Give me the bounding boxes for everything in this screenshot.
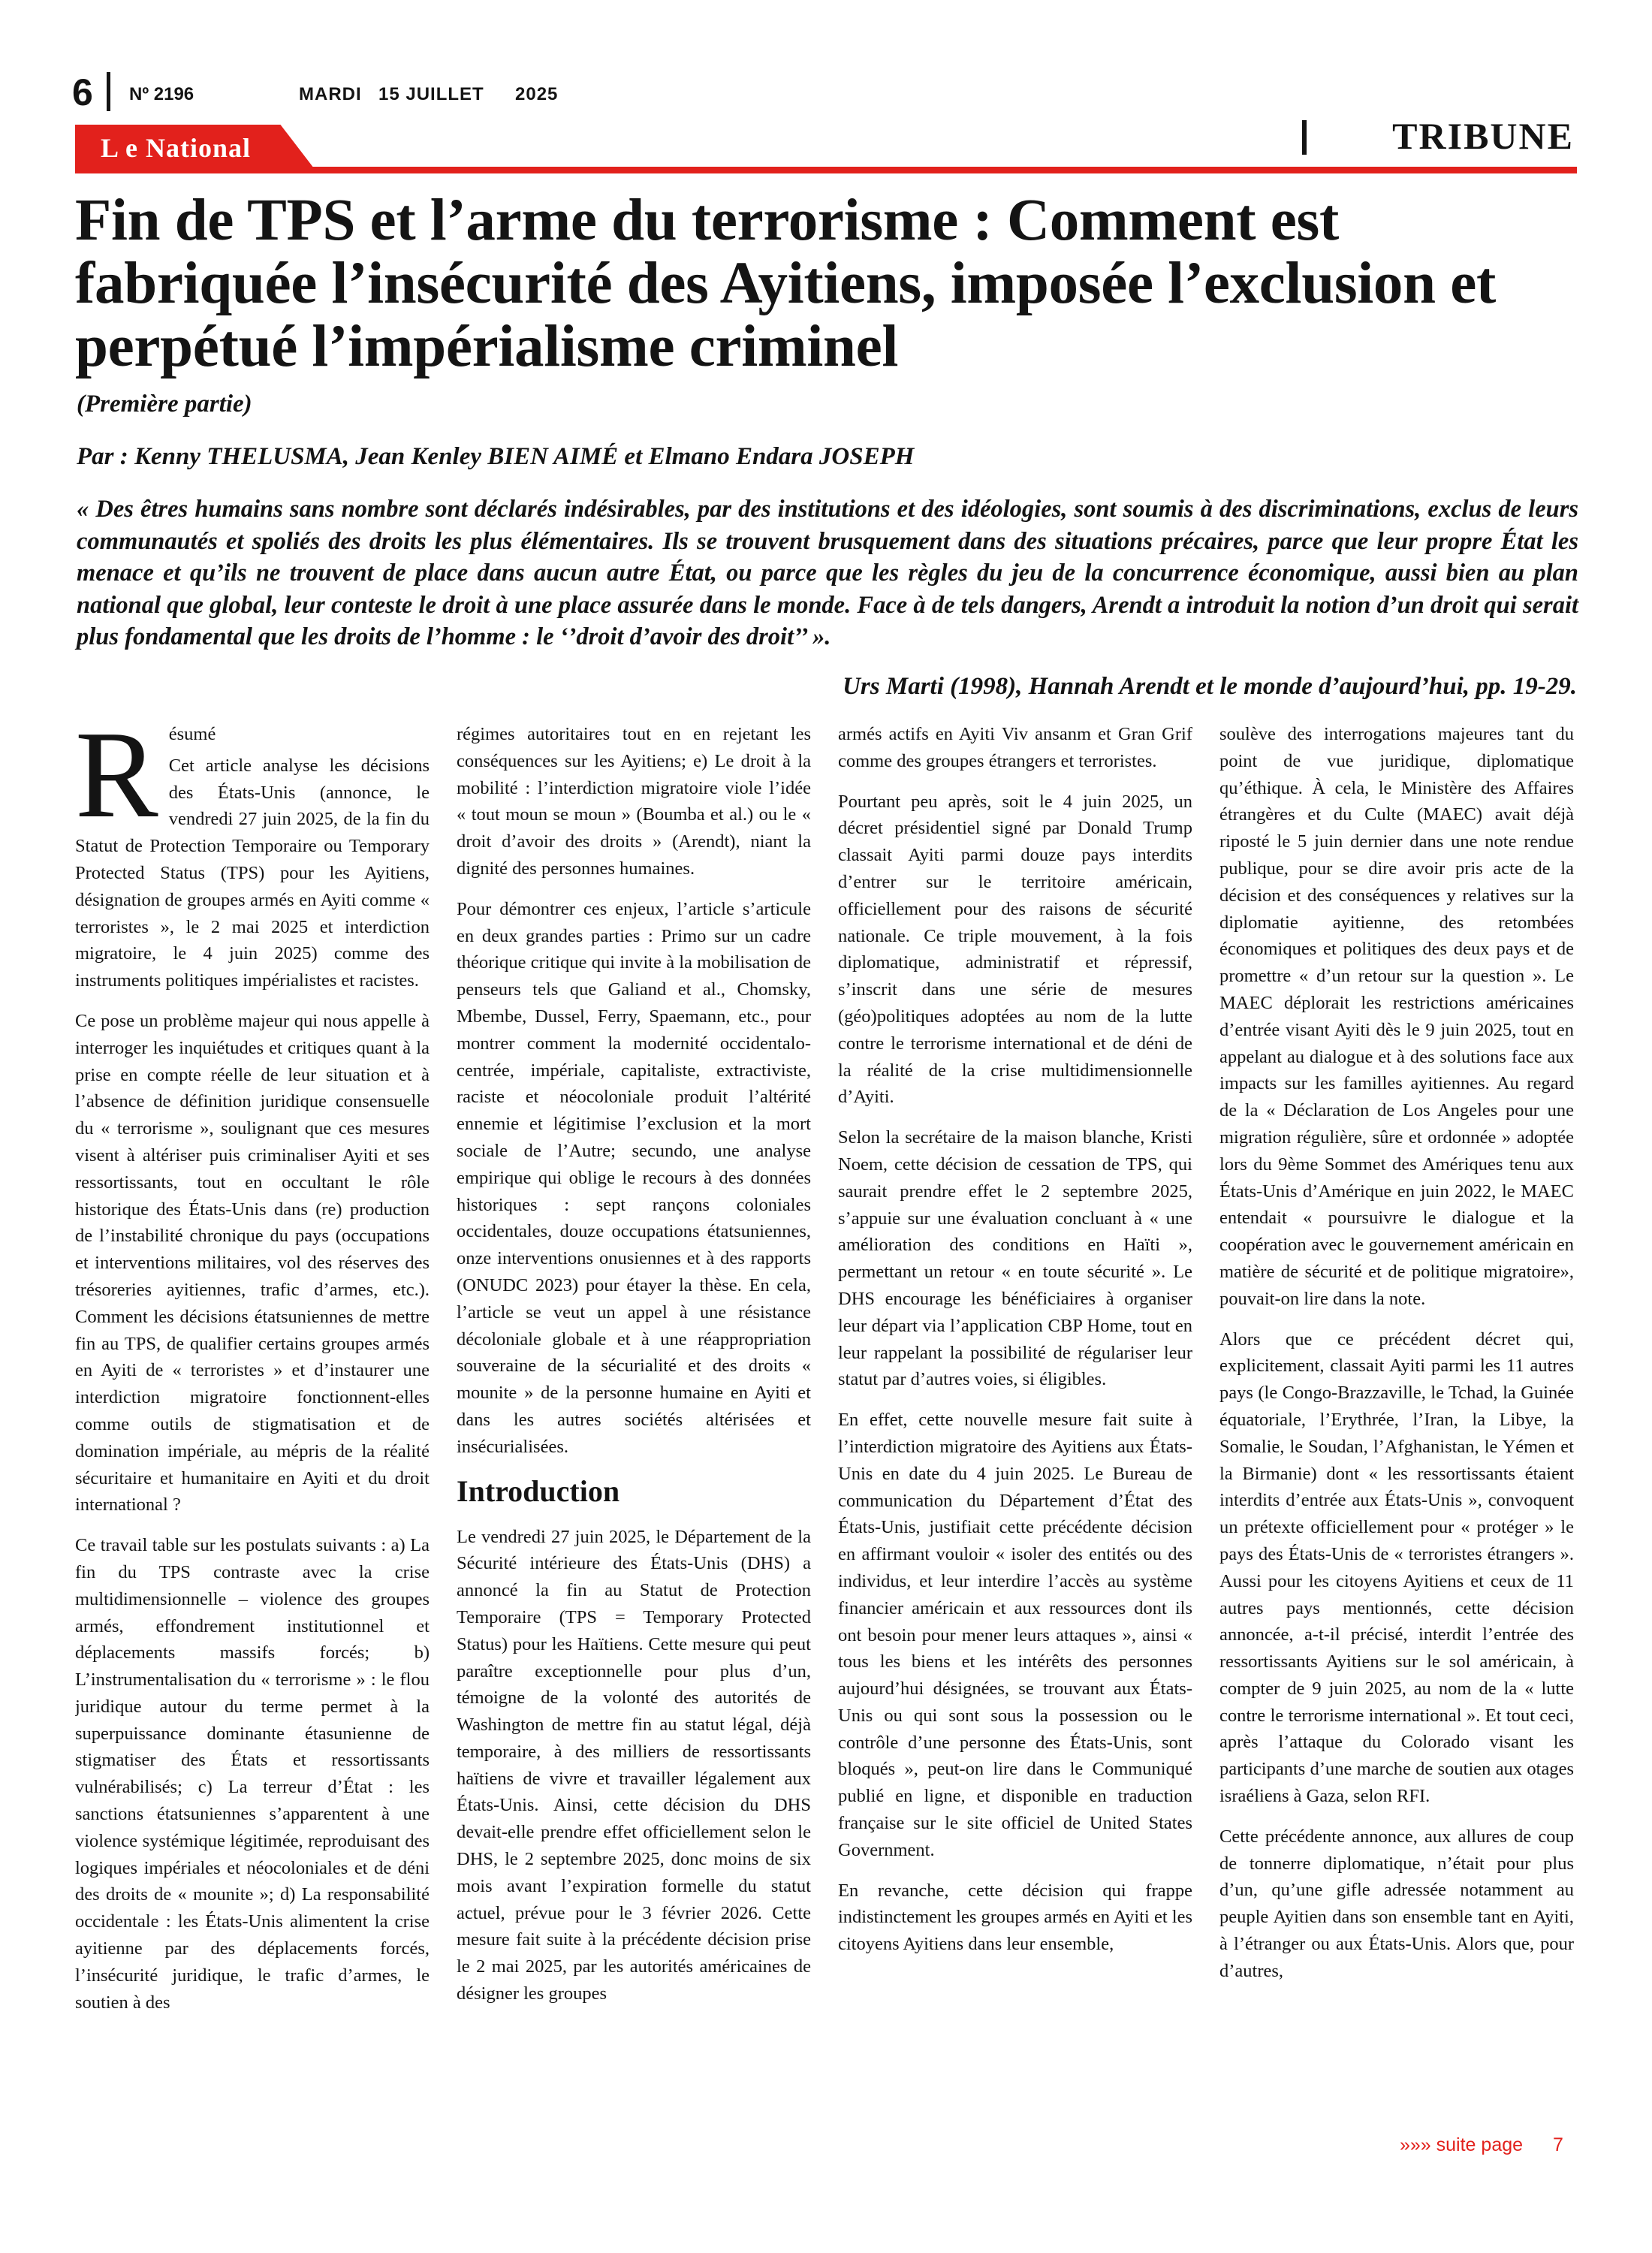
page-number: 6 [72,71,93,113]
issue-day: MARDI [299,84,362,104]
article-title: Fin de TPS et l’arme du terrorisme : Comment est fabriquée l’insécurité des Ayitiens, imposée l’exclusion et perpétué l’impérialisme criminel [75,188,1496,379]
article-column-1 [75,721,430,2118]
article-byline: Par : Kenny THELUSMA, Jean Kenley BIEN AIMÉ et Elmano Endara JOSEPH [77,443,915,470]
paragraph: Ce pose un problème majeur qui nous appelle à interroger les inquiétudes et critiques quant à la prise en compte réelle de leur situation et à l’absence de définition juridique consensuelle du « terrorisme », soulignant que ces mesures visent à altériser puis criminaliser Ayiti et ses ressortissants, tout en occultant le rôle historique des États-Unis dans (re) production de l’instabilité chronique du pays (occupations et interventions militaires, vol des réserves des trésoreries ayitiennes, trafic d’armes, etc.). Comment les décisions étatsuniennes de mettre fin au TPS, de qualifier certains groupes armés en Ayiti de « terroristes » et d’instaurer une interdiction migratoire fonctionnent-elles comme outils de stigmatisation et de domination impériale, au mépris de la réalité sécuritaire et humanitaire en Ayiti et du droit international ? [75,1010,430,1516]
paragraph: Cet article analyse les décisions des États-Unis (annonce, le vendredi 27 juin 2025, de la fin du Statut de Protection Temporaire ou Temporary Protected Status (TPS) pour les Ayitiens, désignation de groupes armés en Ayiti comme « terroristes », le 2 mai 2025 et interdiction migratoire, le 4 juin 2025) comme des instruments politiques impérialistes et racistes. [75,755,430,991]
paragraph: armés actifs en Ayiti Viv ansanm et Gran Grif comme des groupes étrangers et terroristes. [838,724,1192,771]
drop-cap: R [75,721,158,843]
paragraph: Cette précédente annonce, aux allures de coup de tonnerre diplomatique, n’était pour plus d’un, qu’une gifle adressée notamment au peuple Ayitien dans son ensemble tant en Ayiti, à l’étranger ou aux États-Unis. Alors que, pour d’autres, [1219,1826,1574,1981]
issue-number: Nº 2196 [129,84,194,104]
issue-date: 15 JUILLET [378,84,484,104]
paragraph: En effet, cette nouvelle mesure fait suite à l’interdiction migratoire des Ayitiens aux États-Unis en date du 4 juin 2025. Le Bureau de communication du Département d’État des États-Unis, justifiait cette précédente décision en affirmant vouloir « isoler des entités ou des individus, et leur interdire l’accès au système financier américain et aux ressources dont ils ont besoin pour mener leurs attaques », ainsi « tous les biens et les intérêts des personnes aujourd’hui désignées, se trouvant aux États-Unis ou qui sont sous la possession ou le contrôle d’une personne des États-Unis, sont bloqués », peut-on lire dans le Communiqué publié en ligne, et disponible en traduction française sur le site officiel de United States Government. [838,1410,1192,1860]
paragraph: Pourtant peu après, soit le 4 juin 2025, un décret présidentiel signé par Donald Trump classait Ayiti parmi douze pays interdits d’entrer sur le territoire américain, officiellement pour des raisons de sécurité nationale. Ce triple mouvement, à la fois diplomatique, administratif et répressif, s’inscrit dans une série de mesures (géo)politiques adoptées au nom de la lutte contre le terrorisme international et de déni de la réalité de la crise multidimensionnelle d’Ayiti. [838,791,1192,1108]
paragraph: régimes autoritaires tout en en rejetant les conséquences sur les Ayitiens; e) Le droit à la mobilité : l’interdiction migratoire viole l’idée « tout moun se moun » (Boumba et al.) ou le « droit d’avoir des droits » (Arendt), niant la dignité des personnes humaines. [457,724,811,879]
paragraph: En revanche, cette décision qui frappe indistinctement les groupes armés en Ayiti et les citoyens Ayitiens dans leur ensemble, [838,1880,1192,1955]
paragraph: Le vendredi 27 juin 2025, le Département de la Sécurité intérieure des États-Unis (DHS) a annoncé la fin au Statut de Protection Temporaire (TPS = Temporary Protected Status) pour les Haïtiens. Cette mesure qui peut paraître exceptionnelle pour plus d’un, témoigne de la volonté des autorités de Washington de mettre fin au statut légal, déjà temporaire, à des milliers de ressortissants haïtiens de vivre et travailler légalement aux États-Unis. Ainsi, cette décision du DHS devait-elle prendre effet officiellement selon le DHS, le 2 septembre 2025, donc moins de six mois avant l’expiration formelle du statut actuel, prévue pour le 3 février 2026. Cette mesure fait suite à la précédente décision prise le 2 mai 2025, par les autorités américaines de désigner les groupes [457,1526,811,2004]
continued-on-label: »»» suite page [1400,2134,1524,2155]
paragraph: Ce travail table sur les postulats suivants : a) La fin du TPS contraste avec la crise multidimensionnelle – violence des groupes armés, effondrement institutionnel et déplacements massifs forcés; b) L’instrumentalisation du « terrorisme » : le flou juridique autour du terme permet à la superpuissance dominante étasunienne de stigmatiser des États et ressortissants vulnérabilisés; c) La terreur d’État : les sanctions étatsuniennes s’apparentent à une violence systémique légitimée, reproduisant des logiques impériales et néocoloniales et de déni des droits de « mounite »; d) La responsabilité occidentale : les États-Unis alimentent la crise ayitienne par des déplacements forcés, l’insécurité juridique, le trafic d’armes, le soutien à des [75,1535,430,2013]
epigraph-quote: « Des êtres humains sans nombre sont déclarés indésirables, par des institutions et des idéologies, sont soumis à des discriminations, exclus de leurs communautés et spoliés des droits les plus élémentaires. Ils se trouvent brusquement dans des situations précaires, parce que leur propre État les menace et qu’ils ne trouvent de place dans aucun autre État, ou parce que les règles du jeu de la concurrence économique, aussi bien au plan national que global, leur conteste le droit à une place assurée dans le monde. Face à de tels dangers, Arendt a introduit la notion d’un droit qui serait plus fondamental que les droits de l’homme : le ‘’droit d’avoir des droit’’ ». [77,496,1578,650]
paragraph: Alors que ce précédent décret qui, explicitement, classait Ayiti parmi les 11 autres pays (le Congo-Brazzaville, le Tchad, la Guinée équatoriale, l’Erythrée, l’Iran, la Libye, la Somalie, le Soudan, l’Afghanistan, le Yémen et la Birmanie) dont « les ressortissants étaient interdits d’entrée aux États-Unis », convoquent un prétexte officiellement pour « protéger » le pays des États-Unis de « terroristes étrangers ». Aussi pour les citoyens Ayitiens et ceux de 11 autres pays mentionnés, cette décision annoncée, a-t-il précisé, interdit l’entrée des ressortissants Ayitiens sur le sol américain, à compter de 9 juin 2025, au nom de la « lutte contre le terrorisme international ». Et tout ceci, après l’attaque du Colorado visant les participants d’une marche de soutien aux otages israéliens à Gaza, selon RFI. [1219,1329,1574,1807]
article-column-2 [457,721,811,2118]
introduction-heading: Introduction [457,1473,620,1508]
section-label: TRIBUNE [1392,115,1574,157]
article-part: (Première partie) [77,391,252,418]
page-number-divider [107,72,110,111]
paragraph: soulève des interrogations majeures tant du point de vue juridique, diplomatique qu’éthique. À cela, le Ministère des Affaires étrangères et du Culte (MAEC) avait déjà riposté le 5 juin dernier dans une note rendue publique, pour se dire avoir pris acte de la décision et des conséquences y relatives sur la diplomatie ayitienne, des retombées économiques et politiques des deux pays et de promettre « d’un retour sur la question ». Le MAEC déplorait les restrictions américaines d’entrée visant Ayiti dès le 9 juin 2025, tout en appelant au dialogue et à des solutions face aux impacts sur les familles ayitiennes. Au regard de la « Déclaration de Los Angeles pour une migration régulière, sûre et ordonnée » adoptée lors du 9ème Sommet des Amériques tenu aux États-Unis d’Amérique en juin 2022, le MAEC entendait « poursuivre le dialogue et la coopération avec le gouvernement américain en matière de sécurité et de politique migratoire», pouvait-on lire dans la note. [1219,724,1574,1309]
publication-name: L e National [101,133,252,163]
section-divider [1302,120,1307,155]
issue-year: 2025 [515,84,559,104]
paragraph: Pour démontrer ces enjeux, l’article s’articule en deux grandes parties : Primo sur un cadre théorique critique qui invite à la mobilisation de penseurs tels que Galiand et al., Chomsky, Mbembe, Dussel, Ferry, Spaemann, etc., pour montrer comment la modernité occidentalo-centrée, impériale, capitaliste, extractiviste, raciste et néocoloniale produit l’altérité ennemie et légitimise l’exclusion et la mort sociale de l’Autre; secundo, une analyse empirique qui oblige le recours à des données historiques : sept rançons coloniales occidentales, douze occupations étatsuniennes, onze interventions onusiennes et à des rapports (ONUDC 2023) pour étayer la thèse. En cela, l’article se veut un appel à une résistance décoloniale globale et à une réappropriation souveraine de la sécurialité et des droits « mounite » de la personne humaine en Ayiti et dans les autres sociétés altérisées et insécurialisées. [457,898,811,1457]
continued-page-number: 7 [1553,2134,1563,2155]
paragraph: Selon la secrétaire de la maison blanche, Kristi Noem, cette décision de cessation de TPS, qui saurait prendre effet le 2 septembre 2025, s’appuie sur une évaluation concluant à « une amélioration des conditions en Haïti », permettant un retour « en toute sécurité ». Le DHS encourage les bénéficiaires à organiser leur départ via l’application CBP Home, tout en leur rappelant la possibilité de régulariser leur statut par d’autres voies, si éligibles. [838,1127,1192,1390]
epigraph-source: Urs Marti (1998), Hannah Arendt et le monde d’aujourd’hui, pp. 19-29. [843,673,1577,700]
resume-heading: ésumé [168,724,216,744]
article-column-3 [838,721,1192,2118]
article-column-4 [1219,721,1574,2118]
